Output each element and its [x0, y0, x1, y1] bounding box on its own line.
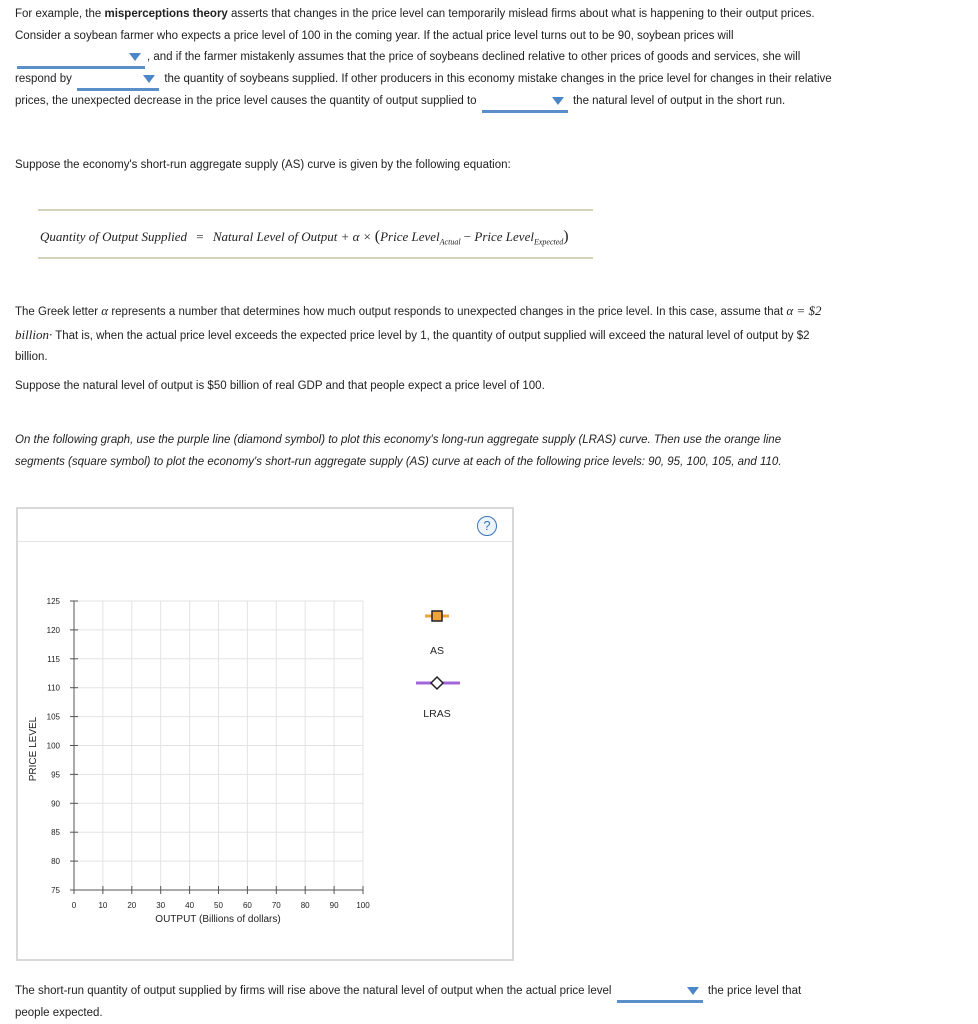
y-axis-label: PRICE LEVEL	[28, 716, 39, 782]
x-tick-label: 30	[156, 901, 166, 910]
conclusion-paragraph	[15, 981, 835, 1024]
chart-grid	[74, 601, 363, 890]
misperceptions-paragraph	[15, 4, 845, 113]
farmer-response-dropdown[interactable]	[77, 70, 159, 91]
alpha-symbol: α	[101, 303, 109, 318]
lras-legend-label: LRAS	[423, 708, 451, 720]
para3-text-c: That is, when the actual price level exceeds the expected price level by 1, the quantity of output supplied will exceed the natural level of output by $2 billion.	[15, 329, 810, 364]
square-icon	[432, 611, 442, 621]
para1-text-a: For example, the	[15, 8, 105, 20]
eq-rparen: )	[563, 228, 569, 245]
x-tick-label: 20	[127, 901, 137, 910]
natural-level-paragraph: Suppose the natural level of output is $50 billion of real GDP and that people expect a price level of 100.	[15, 380, 545, 392]
chevron-down-icon	[143, 75, 155, 83]
y-tick-label: 125	[46, 597, 60, 606]
y-tick-label: 75	[51, 886, 60, 895]
y-tick-label: 95	[51, 770, 60, 780]
para1-text-d: the quantity of soybeans supplied. If other producers in this economy mistake changes in the price level for changes in their relative prices, the unexpected decrease in the price level causes the quantity of output supplied to	[15, 73, 832, 107]
alpha-value: α = $2 billion·	[15, 303, 822, 342]
chevron-down-icon	[552, 97, 564, 105]
eq-sub-expected: Expected	[533, 237, 564, 247]
x-tick-label: 70	[271, 901, 281, 910]
y-tick-label: 80	[51, 857, 60, 867]
para3-text-b: represents a number that determines how much output responds to unexpected changes in the price level. In this case, assume that	[108, 306, 787, 318]
x-tick-label: 80	[300, 901, 310, 910]
eq-minus: −	[460, 229, 475, 244]
y-tick-label: 110	[47, 683, 60, 693]
x-tick-label: 100	[356, 901, 370, 910]
x-axis-label: OUTPUT (Billions of dollars)	[155, 914, 281, 925]
para1-text-c: , and if the farmer mistakenly assumes that the price of soybeans declined relative to other prices of goods and services, she will respond by	[15, 51, 801, 86]
equation-text	[40, 228, 569, 247]
as-equation-intro: Suppose the economy's short-run aggregate supply (AS) curve is given by the following equation:	[15, 159, 511, 171]
misperceptions-theory-term: misperceptions theory	[104, 8, 228, 20]
y-tick-label: 100	[46, 741, 60, 751]
graph-instructions: On the following graph, use the purple line (diamond symbol) to plot this economy's long-run aggregate supply (LRAS) curve. Then use the orange line segments (square symbol) to plot the economy's short-run aggregate supply (AS) curve at each of the following price levels: 90, 95, 100, 105, and 110.	[15, 434, 782, 468]
diamond-icon	[431, 677, 443, 689]
x-tick-label: 60	[242, 901, 252, 910]
x-tick-label: 40	[185, 901, 195, 910]
equation-bottom-rule	[38, 257, 593, 259]
para1-text-e: the natural level of output in the short run.	[572, 94, 786, 107]
chevron-down-icon	[687, 987, 699, 995]
graph-canvas[interactable]	[18, 509, 512, 959]
output-supplied-dropdown[interactable]	[482, 92, 568, 113]
soybean-prices-dropdown[interactable]	[17, 48, 145, 69]
as-legend-tool[interactable]	[425, 611, 449, 657]
para1-text-b: asserts that changes in the price level can temporarily mislead firms about what is happening to their output prices. Consider a soybean farmer who expects a price level of 100 in the coming year. If the actual price level turns out to be 90, soybean prices will	[15, 8, 815, 42]
x-tick-label: 0	[71, 901, 77, 910]
eq-price-actual: Price Level	[380, 229, 440, 244]
equation-top-rule	[38, 209, 593, 211]
graph-panel	[16, 507, 514, 961]
chevron-down-icon	[129, 53, 141, 61]
y-tick-label: 90	[51, 799, 60, 809]
eq-rhs: Natural Level of Output + α ×	[212, 229, 375, 244]
chart-ticks	[47, 597, 371, 910]
as-legend-label: AS	[429, 645, 445, 657]
y-tick-label: 120	[46, 625, 60, 635]
y-tick-label: 85	[51, 828, 60, 838]
para3-text-a: The Greek letter	[15, 306, 102, 318]
y-tick-label: 115	[47, 654, 60, 664]
eq-lhs: Quantity of Output Supplied	[40, 229, 187, 244]
eq-lparen: (	[374, 228, 381, 245]
para6-text-a: The short-run quantity of output supplied by firms will rise above the natural level of output when the actual price level	[15, 985, 612, 997]
as-equation	[38, 209, 593, 261]
alpha-paragraph	[15, 300, 845, 369]
eq-price-expected: Price Level	[474, 229, 534, 244]
x-tick-label: 50	[214, 901, 223, 910]
price-level-comparison-dropdown[interactable]	[617, 982, 703, 1003]
x-tick-label: 90	[329, 901, 339, 910]
y-tick-label: 105	[46, 712, 60, 722]
eq-sub-actual: Actual	[439, 237, 461, 247]
para6-text-b: the price level that people expected.	[15, 985, 802, 1019]
help-icon[interactable]: ?	[477, 516, 497, 536]
lras-legend-tool[interactable]	[416, 677, 460, 720]
eq-equals: =	[196, 229, 204, 244]
x-tick-label: 10	[98, 901, 108, 910]
